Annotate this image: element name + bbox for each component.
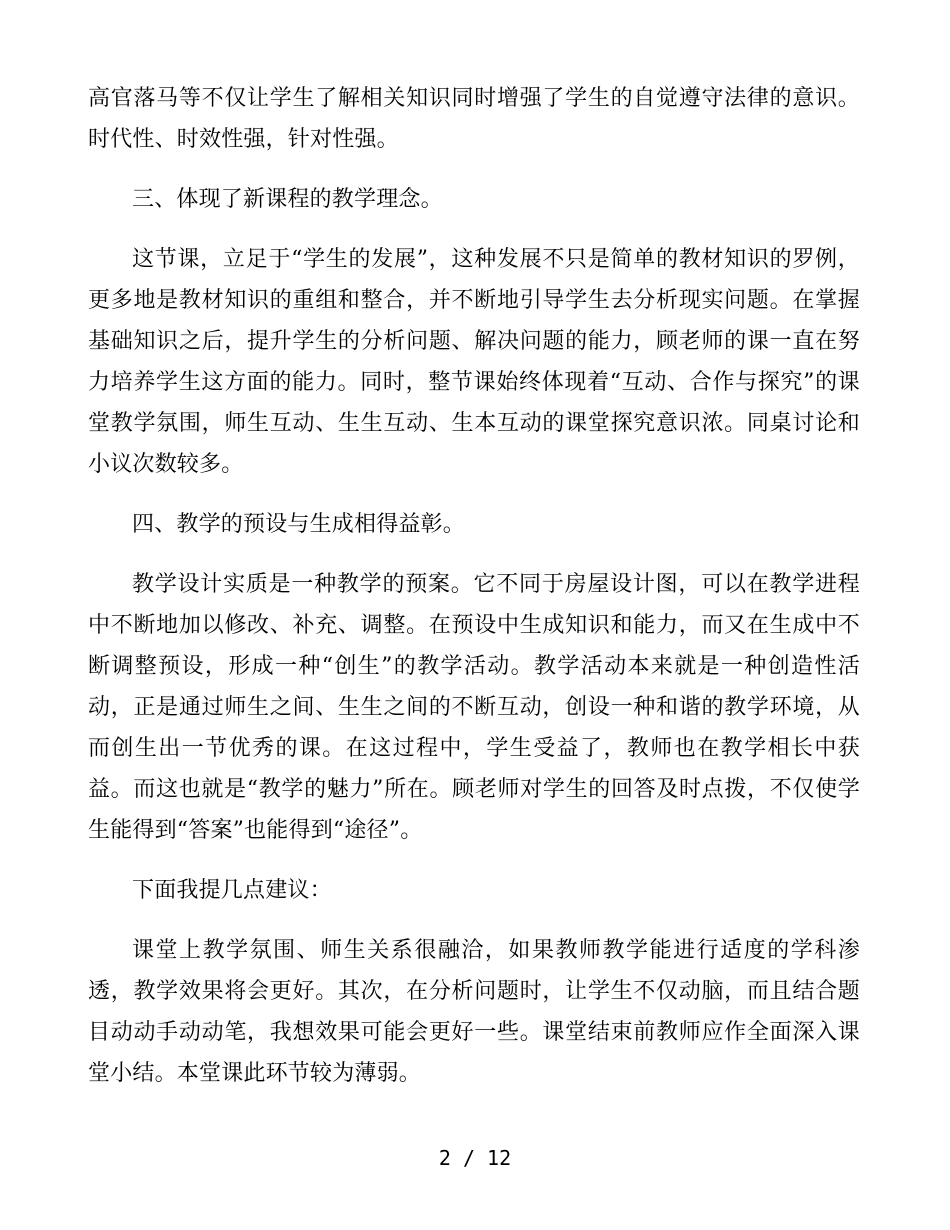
page-number: 2 / 12 (438, 1146, 512, 1170)
section-heading-3: 三、体现了新课程的教学理念。 (132, 187, 443, 212)
paragraph-suggestions: 课堂上教学氛围、师生关系很融洽，如果教师教学能进行适度的学科渗透，教学效果将会更好。其次，在分析问题时，让学生不仅动脑，而且结合题目动动手动动笔，我想效果可能会更好一些。课堂结束前教师应作全面深入课堂小结。本堂课此环节较为薄弱。 (88, 938, 860, 1086)
paragraph-student-development: 这节课，立足于“学生的发展”，这种发展不只是简单的教材知识的罗例，更多地是教材知识的重组和整合，并不断地引导学生去分析现实问题。在掌握基础知识之后，提升学生的分析问题、解决问题的能力，顾老师的课一直在努力培养学生这方面的能力。同时，整节课始终体现着“互动、合作与探究”的课堂教学氛围，师生互动、生生互动、生本互动的课堂探究意识浓。同桌讨论和小议次数较多。 (88, 247, 860, 477)
paragraph-continuation: 高官落马等不仅让学生了解相关知识同时增强了学生的自觉遵守法律的意识。时代性、时效性强，针对性强。 (88, 86, 860, 152)
suggestions-heading: 下面我提几点建议： (132, 878, 332, 903)
section-heading-4: 四、教学的预设与生成相得益彰。 (132, 512, 466, 537)
paragraph-teaching-design: 教学设计实质是一种教学的预案。它不同于房屋设计图，可以在教学进程中不断地加以修改、补充、调整。在预设中生成知识和能力，而又在生成中不断调整预设，形成一种“创生”的教学活动。教学活动本来就是一种创造性活动，正是通过师生之间、生生之间的不断互动，创设一种和谐的教学环境，从而创生出一节优秀的课。在这过程中，学生受益了，教师也在教学相长中获益。而这也就是“教学的魅力”所在。顾老师对学生的回答及时点拨，不仅使学生能得到“答案”也能得到“途径”。 (88, 572, 860, 843)
document-body (88, 78, 860, 1094)
